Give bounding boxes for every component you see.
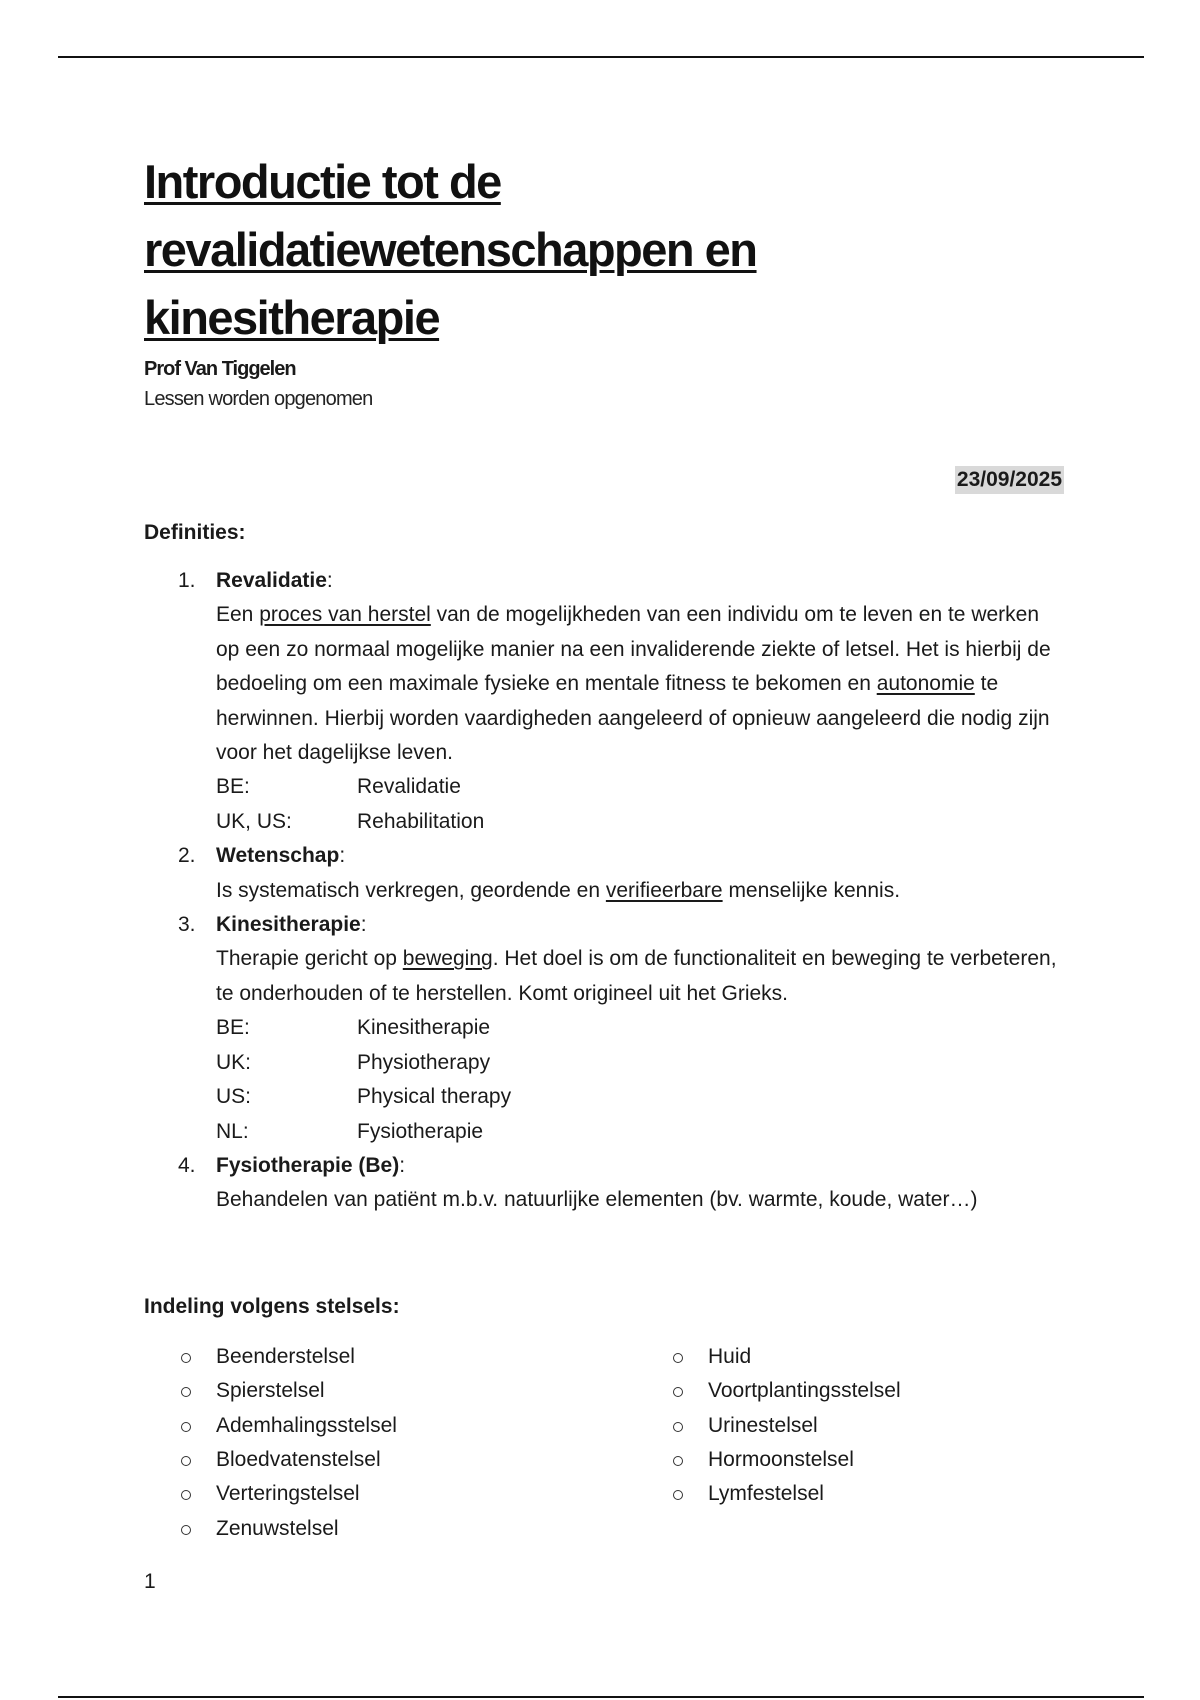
definition-term-line: [216, 1149, 1064, 1183]
list-number: 4.: [178, 1153, 196, 1177]
list-item: Beenderstelsel: [144, 1340, 636, 1374]
underlined-term: proces van herstel: [259, 603, 431, 627]
definitions-list: [144, 564, 1064, 1218]
definition-term-line: [216, 839, 1064, 873]
text-segment: te herwinnen. Hierbij worden vaardigheden aangeleerd of opnieuw aangeleerd die nodig zijn voor het dagelijkse leven.: [216, 672, 1050, 765]
systems-list-left: [144, 1340, 636, 1546]
list-item: Lymfestelsel: [636, 1477, 901, 1511]
top-rule: [58, 56, 1144, 58]
translation-row: [216, 1080, 1064, 1114]
document-title: [144, 148, 1064, 352]
document-body: [144, 148, 1064, 1546]
definitions-heading: Definities:: [144, 521, 246, 544]
region-label: UK, US:: [216, 809, 292, 833]
region-label: BE:: [216, 1016, 250, 1040]
region-label: BE:: [216, 775, 250, 799]
date-row: [144, 466, 1064, 500]
underlined-term: beweging: [402, 947, 493, 971]
translation-row: [216, 770, 1064, 804]
definition-term-line: [216, 908, 1064, 942]
text-segment: Therapie gericht op: [216, 947, 403, 971]
list-item: Hormoonstelsel: [636, 1443, 901, 1477]
title-line: Introductie tot de: [144, 155, 501, 208]
term-colon: :: [326, 569, 333, 592]
definition-term: Revalidatie: [216, 569, 327, 592]
text-segment: van de mogelijkheden van een individu om te leven en te werken op een zo normaal mogelijke manier na een invaliderende ziekte of letsel. Het is hierbij de bedoeling om een maximale fysieke en mentale fitness te bekomen en: [216, 603, 1051, 696]
date-highlight: 23/09/2025: [955, 466, 1064, 494]
text-segment: menselijke kennis.: [722, 878, 901, 902]
region-label: NL:: [216, 1119, 249, 1143]
definition-term: Wetenschap: [216, 844, 340, 868]
definition-text: Behandelen van patiënt m.b.v. natuurlijke elementen (bv. warmte, koude, water…): [216, 1188, 978, 1212]
definition-item: [144, 908, 1064, 1149]
region-term: Fysiotherapie: [357, 1119, 484, 1143]
list-item: Bloedvatenstelsel: [144, 1443, 636, 1477]
systems-columns: [144, 1340, 1064, 1546]
list-number: 3.: [178, 913, 196, 937]
underlined-term: autonomie: [876, 672, 975, 696]
term-colon: :: [399, 1153, 406, 1177]
region-term: Revalidatie: [357, 775, 461, 799]
list-item: Voortplantingsstelsel: [636, 1374, 901, 1408]
translation-row: [216, 1011, 1064, 1045]
title-line: revalidatiewetenschappen en: [144, 223, 757, 276]
definition-text: [216, 942, 1064, 1011]
list-item: Urinestelsel: [636, 1409, 901, 1443]
text-segment: Een: [216, 603, 260, 627]
title-line: kinesitherapie: [144, 291, 440, 344]
region-term: Kinesitherapie: [357, 1016, 491, 1040]
list-item: Huid: [636, 1340, 901, 1374]
region-label: US:: [216, 1085, 252, 1109]
list-item: Spierstelsel: [144, 1374, 636, 1408]
translation-row: [216, 805, 1064, 839]
page-number: 1: [144, 1570, 156, 1593]
term-colon: :: [339, 844, 346, 868]
term-colon: :: [360, 913, 367, 937]
definition-term: Kinesitherapie: [216, 913, 361, 937]
author: Prof Van Tiggelen: [144, 358, 296, 380]
list-item: Ademhalingsstelsel: [144, 1409, 636, 1443]
region-label: UK:: [216, 1050, 252, 1074]
systems-list-right: [636, 1340, 901, 1546]
region-term: Physical therapy: [357, 1085, 512, 1109]
region-term: Physiotherapy: [357, 1050, 491, 1074]
region-term: Rehabilitation: [357, 809, 485, 833]
definition-text: [216, 874, 1064, 908]
list-item: Zenuwstelsel: [144, 1512, 636, 1546]
definition-text: [216, 598, 1064, 770]
list-number: 1.: [178, 569, 196, 592]
definition-item: [144, 1149, 1064, 1218]
list-item: Verteringstelsel: [144, 1477, 636, 1511]
definition-term: Fysiotherapie (Be): [216, 1153, 400, 1177]
definition-item: [144, 839, 1064, 908]
list-number: 2.: [178, 844, 196, 868]
subtitle-note: Lessen worden opgenomen: [144, 388, 373, 410]
translation-row: [216, 1046, 1064, 1080]
text-segment: . Het doel is om de functionaliteit en beweging te verbeteren, te onderhouden of te herstellen. Komt origineel uit het Grieks.: [216, 947, 1057, 1005]
definition-item: [144, 564, 1064, 839]
underlined-term: verifieerbare: [605, 878, 723, 902]
text-segment: Is systematisch verkregen, geordende en: [216, 878, 606, 902]
translation-row: [216, 1115, 1064, 1149]
systems-heading: Indeling volgens stelsels:: [144, 1294, 400, 1318]
bottom-rule: [58, 1696, 1144, 1698]
definition-term-line: [216, 564, 1064, 598]
